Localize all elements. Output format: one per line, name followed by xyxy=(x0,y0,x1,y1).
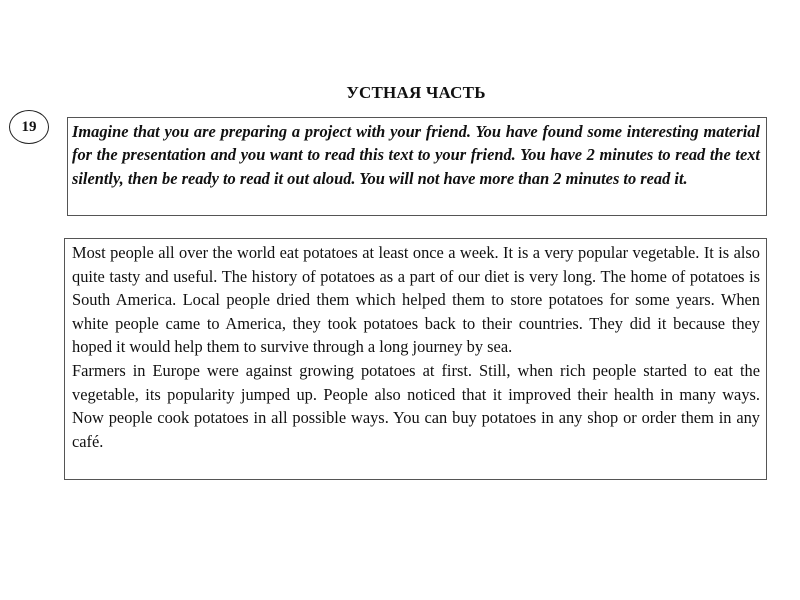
reading-paragraph-2: Farmers in Europe were against growing potatoes at first. Still, when rich people started to eat the vegetable, its popularity jumped up. People also noticed that it improved their health in many ways. Now people cook potatoes in all possible ways. You can buy potatoes in any shop or order them in any café. xyxy=(72,360,760,451)
task-instruction: Imagine that you are preparing a project with your friend. You have found some interesting material for the presentation and you want to read this text to your friend. You have 2 minutes to read the text silently, then be ready to read it out aloud. You will not have more than 2 minutes to read it. xyxy=(67,117,767,216)
task-number-badge: 19 xyxy=(9,110,49,144)
section-title: УСТНАЯ ЧАСТЬ xyxy=(346,83,486,102)
reading-paragraph-1: Most people all over the world eat potatoes at least once a week. It is a very popular vegetable. It is also quite tasty and useful. The history of potatoes as a part of our diet is very long. The home of potatoes is South America. Local people dried them which helped them to store potatoes for some years. When white people came to America, they took potatoes back to their countries. They did it because they hoped it would help them to survive through a long journey by sea. xyxy=(72,243,760,357)
reading-text-box xyxy=(64,238,767,480)
